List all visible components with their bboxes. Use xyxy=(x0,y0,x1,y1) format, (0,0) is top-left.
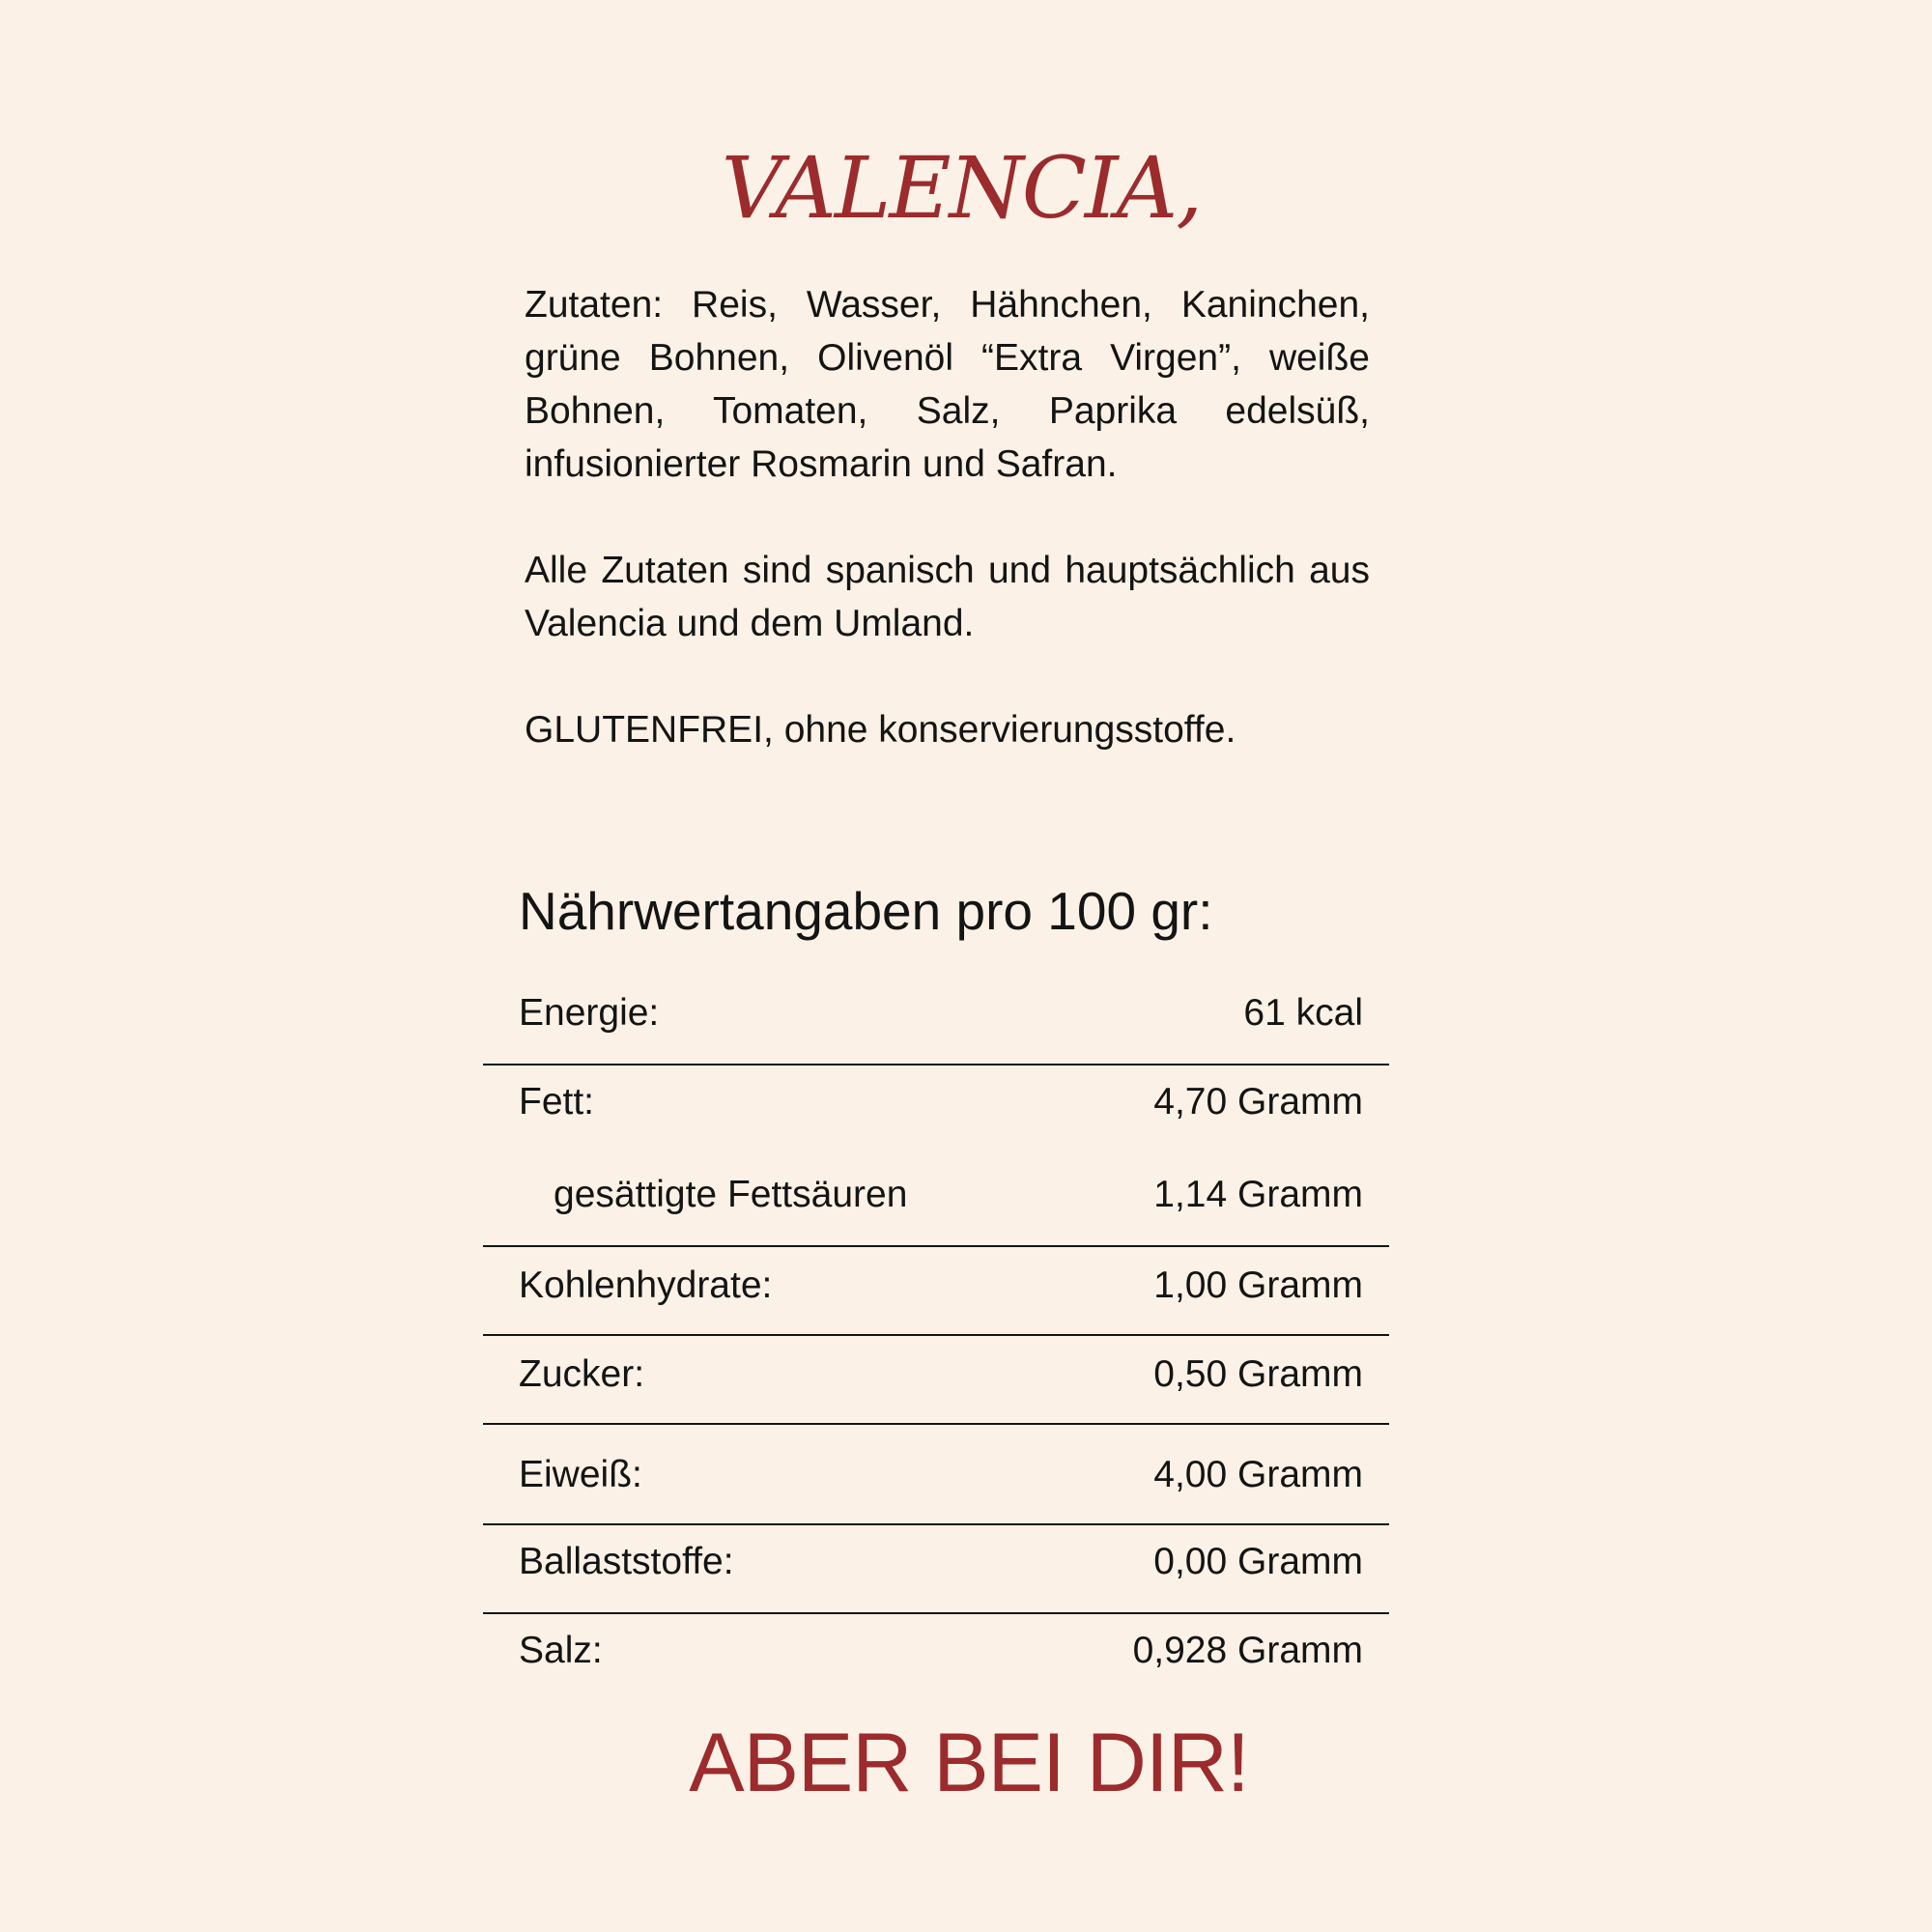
nutrition-heading: Nährwertangaben pro 100 gr: xyxy=(519,881,1213,941)
nutrition-label: Fett: xyxy=(519,1081,595,1122)
nutrition-value: 4,70 Gramm xyxy=(1153,1081,1363,1122)
nutrition-label: Zucker: xyxy=(519,1353,645,1395)
nutrition-value: 4,00 Gramm xyxy=(1153,1454,1363,1495)
nutrition-label: Ballaststoffe: xyxy=(519,1541,734,1582)
table-divider xyxy=(483,1612,1389,1614)
nutrition-value: 1,14 Gramm xyxy=(1153,1174,1363,1215)
product-title: VALENCIA, xyxy=(721,138,1202,238)
table-divider xyxy=(483,1245,1389,1247)
nutrition-label: Salz: xyxy=(519,1630,603,1671)
nutrition-value: 61 kcal xyxy=(1243,992,1363,1034)
nutrition-label: Kohlenhydrate: xyxy=(519,1264,773,1306)
gluten-free-text: GLUTENFREI, ohne konservierungsstoffe. xyxy=(525,709,1236,751)
nutrition-value: 0,928 Gramm xyxy=(1132,1630,1363,1671)
table-divider xyxy=(483,1423,1389,1425)
nutrition-label: Energie: xyxy=(519,992,660,1034)
table-divider xyxy=(483,1334,1389,1336)
nutrition-value: 0,00 Gramm xyxy=(1153,1541,1363,1582)
nutrition-label: gesättigte Fettsäuren xyxy=(554,1174,908,1215)
nutrition-value: 1,00 Gramm xyxy=(1153,1264,1363,1306)
nutrition-label: Eiweiß: xyxy=(519,1454,642,1495)
slogan: ABER BEI DIR! xyxy=(689,1717,1249,1809)
nutrition-value: 0,50 Gramm xyxy=(1153,1353,1363,1395)
table-divider xyxy=(483,1523,1389,1525)
origin-text: Alle Zutaten sind spanisch und hauptsächlich aus Valencia und dem Umland. xyxy=(525,550,1370,644)
table-divider xyxy=(483,1064,1389,1065)
ingredients-text: Zutaten: Reis, Wasser, Hähnchen, Kaninchen, grüne Bohnen, Olivenöl “Extra Virgen”, weiße Bohnen, Tomaten, Salz, Paprika edelsüß, infusionierter Rosmarin und Safran. xyxy=(525,284,1370,485)
